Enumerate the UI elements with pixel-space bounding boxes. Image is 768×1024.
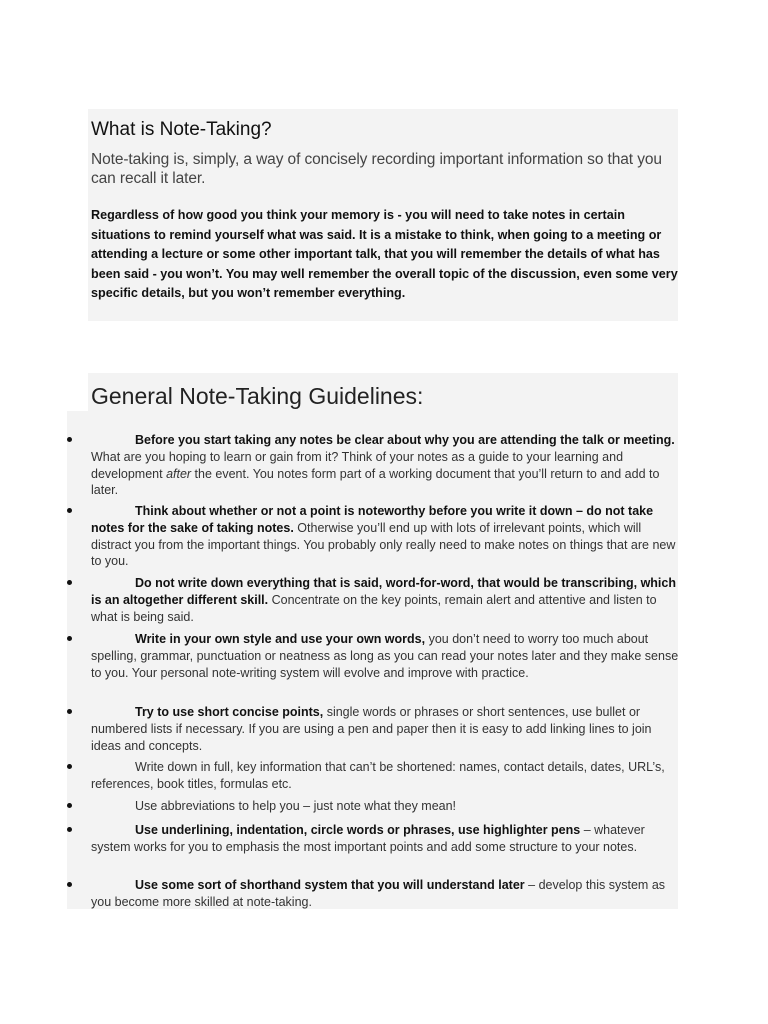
section1-title: What is Note-Taking? [91,119,272,140]
bullet-dot [67,764,72,769]
list-item: Write down in full, key information that can’t be shortened: names, contact details, dates, URL’s, references, book titles, formulas etc. [91,760,665,791]
bullet-dot [67,803,72,808]
bullet-dot [67,437,72,442]
list-item: Think about whether or not a point is noteworthy before you write it down – do not take notes for the sake of taking notes. Otherwise you’ll end up with lots of irrelevant points, which will distract you from the important things. You probably only really need to make notes on things that are new to you. [91,504,676,569]
list-item: Use some sort of shorthand system that you will understand later – develop this system as you become more skilled at note-taking. [91,878,666,909]
bullet-dot [67,636,72,641]
bullet-dot [67,709,72,714]
section1-bold-paragraph: Regardless of how good you think your memory is - you will need to take notes in certain situations to remind yourself what was said. It is a mistake to think, when going to a meeting or attending a lecture or some other important talk, that you will remember the details of what has been said - you won’t. You may well remember the overall topic of the discussion, even some very specific details, but you won’t remember everything. [91,208,678,300]
section2-title: General Note-Taking Guidelines: [91,383,424,409]
bullet-dot [67,508,72,513]
list-item: Write in your own style and use your own words, you don’t need to worry too much about spelling, grammar, punctuation or neatness as long as you can read your notes later and they make sense to you. Your personal note-writing system will evolve and improve with practice. [91,632,679,680]
bullet-dot [67,882,72,887]
bullet-dot [67,827,72,832]
bullet-dot [67,580,72,585]
list-item: Use underlining, indentation, circle words or phrases, use highlighter pens – whatever system works for you to emphasis the most important points and add some structure to your notes. [91,823,645,854]
section1-intro: Note-taking is, simply, a way of concisely recording important information so that you can recall it later. [91,151,662,187]
list-item: Do not write down everything that is said, word-for-word, that would be transcribing, which is an altogether different skill. Concentrate on the key points, remain alert and attentive and listen to what is being said. [91,576,676,624]
list-item: Before you start taking any notes be clear about why you are attending the talk or meeting. What are you hoping to learn or gain from it? Think of your notes as a guide to your learning and development after the event. You notes form part of a working document that you’ll return to and add to later. [91,433,675,498]
list-item: Try to use short concise points, single words or phrases or short sentences, use bullet or numbered lists if necessary. If you are using a pen and paper then it is easy to add linking lines to join ideas and concepts. [91,705,652,753]
list-item: Use abbreviations to help you – just note what they mean! [135,799,457,813]
